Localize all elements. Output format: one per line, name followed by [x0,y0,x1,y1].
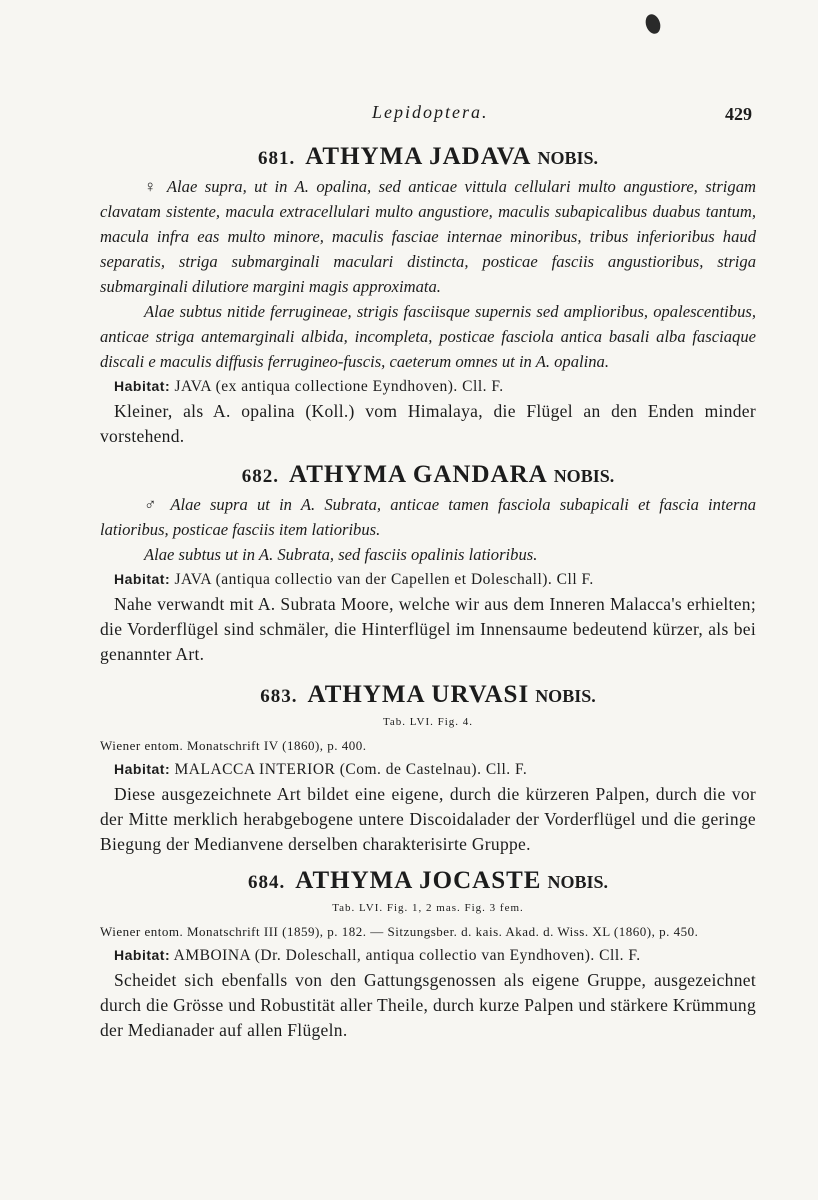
habitat-label: Habitat: [114,761,171,777]
entry-number: 683. [260,686,298,707]
entry-title [100,142,756,174]
literature-reference: Wiener entom. Monatschrift III (1859), p. 182. — Sitzungsber. d. kais. Akad. d. Wiss. XL (1860), p. 450. [100,924,699,939]
latin-description: ♂ Alae supra ut in A. Subrata, anticae tamen fasciola subapicali et fascia interna latioribus, posticae fasciis item latioribus. [100,495,756,539]
german-note: Nahe verwandt mit A. Subrata Moore, welche wir aus dem Inneren Malacca's erhielten; die Vorderflügel sind schmäler, die Hinterflügel im Innensaume bedeutend kürzer, als bei genannter Art. [100,594,756,664]
entry-title [100,460,756,492]
running-head: Lepidoptera. [372,102,489,122]
habitat [100,943,756,968]
ink-spot [643,12,662,35]
entry-title [100,866,756,898]
latin-description: ♀ Alae supra, ut in A. opalina, sed anticae vittula cellulari multo angustiore, strigam clavatam sistente, macula extracellulari multo angustiore, maculis subapicalibus duabus tantum, macula infra eas multo minore, maculis fasciae internae minoribus, tribus inferioribus haud separatis, striga submarginali maculari distincta, posticae fasciis angustioribus, striga submarginali dilutiore margini magis approximata. [100,177,756,296]
latin-description-underside: Alae subtus nitide ferrugineae, strigis fasciisque supernis sed amplioribus, opalescentibus, anticae striga antemarginali albida, incompleta, posticae fasciola antica basali alba fasciaque discali e maculis diffusis ferrugineo-fuscis, caeterum omnes ut in A. opalina. [100,302,756,371]
entry-683 [100,680,756,857]
entry-682 [100,460,756,667]
habitat-text: AMBOINA (Dr. Doleschall, antiqua collectio van Eyndhoven). Cll. F. [173,947,641,964]
german-note: Kleiner, als A. opalina (Koll.) vom Himalaya, die Flügel an den Enden minder vorstehend. [100,401,756,446]
plate-reference: Tab. LVI. Fig. 1, 2 mas. Fig. 3 fem. [332,902,524,914]
page-number: 429 [725,104,752,124]
authority: NOBIS. [547,872,608,892]
entry-title [100,680,756,712]
habitat [100,757,756,782]
authority: NOBIS. [537,148,598,168]
habitat-text: MALACCA INTERIOR (Com. de Castelnau). Cll. F. [174,761,528,778]
habitat [100,374,756,399]
entry-number: 684. [248,872,286,893]
german-note: Scheidet sich ebenfalls von den Gattungsgenossen als eigene Gruppe, ausgezeichnet durch die Grösse und Robustität aller Theile, durch kurze Palpen und stärkere Krümmung der Medianader auf allen Flügeln. [100,970,756,1040]
authority: NOBIS. [535,686,596,706]
species-name: ATHYMA JOCASTE [295,867,542,894]
german-note: Diese ausgezeichnete Art bildet eine eigene, durch die kürzeren Palpen, durch die vor der Mitte merklich herabgebogene untere Discoidalader der Vorderflügel und die geringe Biegung der Medianvene derselben charakterisirte Gruppe. [100,784,756,854]
entry-681 [100,142,756,449]
habitat-label: Habitat: [114,571,171,587]
habitat [100,567,756,592]
literature-reference: Wiener entom. Monatschrift IV (1860), p. 400. [100,738,367,753]
habitat-label: Habitat: [114,947,171,963]
entry-number: 682. [241,466,280,487]
species-name: ATHYMA GANDARA [289,461,548,488]
plate-reference: Tab. LVI. Fig. 4. [382,716,474,728]
entry-number: 681. [257,148,296,169]
authority: NOBIS. [553,466,615,486]
latin-description-underside: Alae subtus ut in A. Subrata, sed fasciis opalinis latioribus. [144,545,538,564]
entry-684 [100,866,756,1043]
habitat-label: Habitat: [114,378,171,394]
species-name: ATHYMA JADAVA [305,143,532,170]
habitat-text: JAVA (antiqua collectio van der Capellen et Doleschall). Cll F. [174,571,594,588]
habitat-text: JAVA (ex antiqua collectione Eyndhoven). Cll. F. [174,378,504,395]
species-name: ATHYMA URVASI [307,681,530,708]
